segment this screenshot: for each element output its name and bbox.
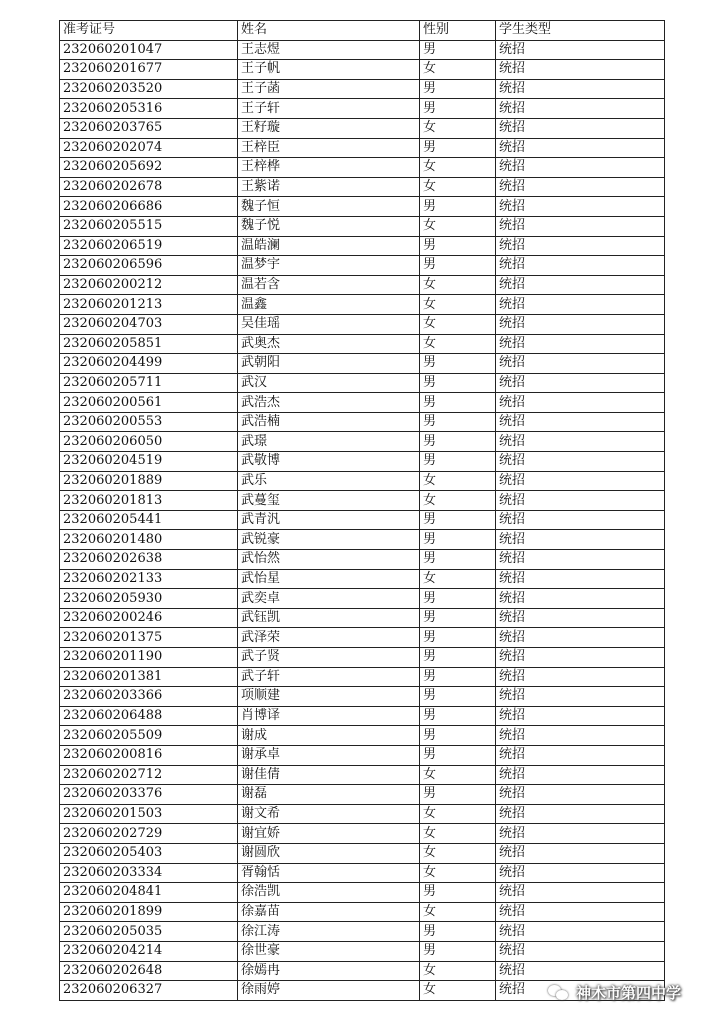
cell-exam-id: 232060202638 — [60, 550, 238, 570]
cell-exam-id: 232060205403 — [60, 843, 238, 863]
cell-gender: 男 — [420, 589, 496, 609]
cell-name: 武乐 — [238, 471, 420, 491]
cell-gender: 女 — [420, 843, 496, 863]
cell-name: 谢文希 — [238, 804, 420, 824]
cell-student-type: 统招 — [496, 471, 665, 491]
table-row — [60, 902, 665, 922]
cell-gender: 女 — [420, 961, 496, 981]
cell-exam-id: 232060205509 — [60, 726, 238, 746]
table-header-row — [60, 21, 665, 41]
cell-name: 温若含 — [238, 275, 420, 295]
wechat-icon — [548, 984, 570, 1002]
cell-exam-id: 232060205711 — [60, 373, 238, 393]
table-row — [60, 334, 665, 354]
table-row — [60, 687, 665, 707]
cell-exam-id: 232060201889 — [60, 471, 238, 491]
cell-student-type: 统招 — [496, 745, 665, 765]
cell-student-type: 统招 — [496, 550, 665, 570]
cell-exam-id: 232060201047 — [60, 40, 238, 60]
table-row — [60, 256, 665, 276]
cell-gender: 男 — [420, 373, 496, 393]
cell-student-type: 统招 — [496, 216, 665, 236]
cell-student-type: 统招 — [496, 79, 665, 99]
header-exam-id: 准考证号 — [60, 21, 238, 41]
cell-gender: 女 — [420, 118, 496, 138]
cell-student-type: 统招 — [496, 687, 665, 707]
watermark — [548, 982, 681, 1003]
cell-exam-id: 232060201503 — [60, 804, 238, 824]
cell-exam-id: 232060201375 — [60, 628, 238, 648]
cell-name: 王志煜 — [238, 40, 420, 60]
cell-student-type: 统招 — [496, 432, 665, 452]
cell-name: 王梓臣 — [238, 138, 420, 158]
cell-name: 谢佳倩 — [238, 765, 420, 785]
cell-gender: 女 — [420, 177, 496, 197]
cell-name: 武汉 — [238, 373, 420, 393]
cell-student-type: 统招 — [496, 589, 665, 609]
cell-exam-id: 232060200561 — [60, 393, 238, 413]
cell-student-type: 统招 — [496, 393, 665, 413]
cell-student-type: 统招 — [496, 197, 665, 217]
table-row — [60, 765, 665, 785]
cell-exam-id: 232060201213 — [60, 295, 238, 315]
cell-gender: 男 — [420, 530, 496, 550]
table-row — [60, 667, 665, 687]
cell-name: 王子菡 — [238, 79, 420, 99]
cell-gender: 女 — [420, 314, 496, 334]
table-row — [60, 745, 665, 765]
cell-student-type: 统招 — [496, 275, 665, 295]
cell-student-type: 统招 — [496, 314, 665, 334]
watermark-text: 神木市第四中学 — [576, 984, 682, 1002]
table-row — [60, 354, 665, 374]
cell-exam-id: 232060205441 — [60, 510, 238, 530]
cell-student-type: 统招 — [496, 158, 665, 178]
cell-gender: 男 — [420, 412, 496, 432]
cell-gender: 男 — [420, 197, 496, 217]
cell-name: 王籽璇 — [238, 118, 420, 138]
cell-exam-id: 232060202678 — [60, 177, 238, 197]
table-row — [60, 706, 665, 726]
cell-name: 温鑫 — [238, 295, 420, 315]
table-row — [60, 491, 665, 511]
cell-exam-id: 232060202648 — [60, 961, 238, 981]
cell-gender: 男 — [420, 608, 496, 628]
cell-gender: 女 — [420, 158, 496, 178]
cell-student-type: 统招 — [496, 510, 665, 530]
cell-exam-id: 232060205692 — [60, 158, 238, 178]
cell-name: 武怡星 — [238, 569, 420, 589]
cell-gender: 男 — [420, 99, 496, 119]
table-row — [60, 393, 665, 413]
cell-exam-id: 232060204841 — [60, 883, 238, 903]
header-name: 姓名 — [238, 21, 420, 41]
table-row — [60, 138, 665, 158]
cell-gender: 女 — [420, 334, 496, 354]
cell-student-type: 统招 — [496, 452, 665, 472]
cell-gender: 男 — [420, 354, 496, 374]
cell-gender: 男 — [420, 550, 496, 570]
cell-gender: 女 — [420, 824, 496, 844]
cell-student-type: 统招 — [496, 530, 665, 550]
cell-student-type: 统招 — [496, 334, 665, 354]
cell-gender: 男 — [420, 236, 496, 256]
table-row — [60, 648, 665, 668]
table-row — [60, 314, 665, 334]
table-row — [60, 628, 665, 648]
cell-exam-id: 232060206488 — [60, 706, 238, 726]
cell-exam-id: 232060205930 — [60, 589, 238, 609]
cell-student-type: 统招 — [496, 569, 665, 589]
cell-exam-id: 232060200246 — [60, 608, 238, 628]
cell-gender: 男 — [420, 40, 496, 60]
cell-student-type: 统招 — [496, 648, 665, 668]
cell-gender: 男 — [420, 745, 496, 765]
table-row — [60, 60, 665, 80]
cell-gender: 男 — [420, 79, 496, 99]
cell-student-type: 统招 — [496, 354, 665, 374]
cell-exam-id: 232060204214 — [60, 941, 238, 961]
cell-student-type: 统招 — [496, 40, 665, 60]
cell-exam-id: 232060206519 — [60, 236, 238, 256]
cell-gender: 女 — [420, 569, 496, 589]
cell-gender: 女 — [420, 981, 496, 1001]
cell-name: 武奥杰 — [238, 334, 420, 354]
cell-name: 武泽荣 — [238, 628, 420, 648]
cell-exam-id: 232060202074 — [60, 138, 238, 158]
cell-name: 武浩杰 — [238, 393, 420, 413]
cell-exam-id: 232060200212 — [60, 275, 238, 295]
cell-student-type: 统招 — [496, 961, 665, 981]
cell-exam-id: 232060206686 — [60, 197, 238, 217]
cell-exam-id: 232060201480 — [60, 530, 238, 550]
cell-exam-id: 232060201899 — [60, 902, 238, 922]
cell-student-type: 统招 — [496, 981, 665, 1001]
cell-gender: 男 — [420, 667, 496, 687]
cell-name: 魏子恒 — [238, 197, 420, 217]
table-row — [60, 177, 665, 197]
cell-name: 武蔓玺 — [238, 491, 420, 511]
table-row — [60, 569, 665, 589]
cell-gender: 女 — [420, 765, 496, 785]
table-row — [60, 452, 665, 472]
table-row — [60, 432, 665, 452]
cell-exam-id: 232060205851 — [60, 334, 238, 354]
table-row — [60, 99, 665, 119]
cell-name: 武子轩 — [238, 667, 420, 687]
table-row — [60, 961, 665, 981]
table-row — [60, 216, 665, 236]
cell-student-type: 统招 — [496, 99, 665, 119]
cell-name: 武锐豪 — [238, 530, 420, 550]
cell-gender: 女 — [420, 471, 496, 491]
cell-gender: 男 — [420, 648, 496, 668]
table-row — [60, 412, 665, 432]
cell-exam-id: 232060201190 — [60, 648, 238, 668]
table-row — [60, 941, 665, 961]
cell-exam-id: 232060200816 — [60, 745, 238, 765]
cell-name: 胥翰恬 — [238, 863, 420, 883]
cell-gender: 男 — [420, 393, 496, 413]
cell-exam-id: 232060203366 — [60, 687, 238, 707]
cell-student-type: 统招 — [496, 60, 665, 80]
cell-name: 谢圆欣 — [238, 843, 420, 863]
cell-student-type: 统招 — [496, 373, 665, 393]
cell-gender: 女 — [420, 295, 496, 315]
table-row — [60, 373, 665, 393]
table-row — [60, 843, 665, 863]
cell-exam-id: 232060201381 — [60, 667, 238, 687]
cell-student-type: 统招 — [496, 608, 665, 628]
cell-name: 武浩楠 — [238, 412, 420, 432]
cell-student-type: 统招 — [496, 765, 665, 785]
cell-exam-id: 232060203520 — [60, 79, 238, 99]
table-row — [60, 785, 665, 805]
cell-student-type: 统招 — [496, 256, 665, 276]
table-row — [60, 510, 665, 530]
cell-exam-id: 232060203334 — [60, 863, 238, 883]
cell-student-type: 统招 — [496, 863, 665, 883]
table-row — [60, 804, 665, 824]
cell-student-type: 统招 — [496, 726, 665, 746]
cell-student-type: 统招 — [496, 804, 665, 824]
cell-exam-id: 232060201813 — [60, 491, 238, 511]
cell-exam-id: 232060203765 — [60, 118, 238, 138]
cell-student-type: 统招 — [496, 824, 665, 844]
table-row — [60, 922, 665, 942]
cell-student-type: 统招 — [496, 883, 665, 903]
cell-name: 谢承卓 — [238, 745, 420, 765]
cell-gender: 女 — [420, 491, 496, 511]
header-student-type: 学生类型 — [496, 21, 665, 41]
cell-name: 武敬博 — [238, 452, 420, 472]
cell-name: 王子轩 — [238, 99, 420, 119]
cell-exam-id: 232060206327 — [60, 981, 238, 1001]
cell-name: 武青汎 — [238, 510, 420, 530]
cell-name: 温皓澜 — [238, 236, 420, 256]
cell-name: 武怡然 — [238, 550, 420, 570]
table-row — [60, 295, 665, 315]
cell-exam-id: 232060202712 — [60, 765, 238, 785]
cell-gender: 男 — [420, 726, 496, 746]
cell-exam-id: 232060205316 — [60, 99, 238, 119]
table-row — [60, 726, 665, 746]
table-row — [60, 236, 665, 256]
cell-exam-id: 232060204499 — [60, 354, 238, 374]
cell-name: 徐嘉苗 — [238, 902, 420, 922]
cell-exam-id: 232060204519 — [60, 452, 238, 472]
cell-gender: 男 — [420, 510, 496, 530]
cell-exam-id: 232060206050 — [60, 432, 238, 452]
cell-name: 王子帆 — [238, 60, 420, 80]
cell-exam-id: 232060206596 — [60, 256, 238, 276]
table-row — [60, 118, 665, 138]
cell-student-type: 统招 — [496, 667, 665, 687]
cell-gender: 男 — [420, 452, 496, 472]
cell-exam-id: 232060202729 — [60, 824, 238, 844]
table-row — [60, 471, 665, 491]
cell-name: 谢宜娇 — [238, 824, 420, 844]
cell-name: 王紫诺 — [238, 177, 420, 197]
cell-name: 武子贤 — [238, 648, 420, 668]
table-row — [60, 530, 665, 550]
student-roster-table — [59, 20, 665, 1001]
cell-gender: 男 — [420, 706, 496, 726]
cell-name: 徐嫣冉 — [238, 961, 420, 981]
table-row — [60, 883, 665, 903]
cell-student-type: 统招 — [496, 941, 665, 961]
cell-student-type: 统招 — [496, 843, 665, 863]
cell-name: 徐江涛 — [238, 922, 420, 942]
cell-gender: 女 — [420, 275, 496, 295]
cell-name: 武奕卓 — [238, 589, 420, 609]
cell-gender: 女 — [420, 216, 496, 236]
cell-gender: 女 — [420, 804, 496, 824]
cell-exam-id: 232060201677 — [60, 60, 238, 80]
cell-student-type: 统招 — [496, 412, 665, 432]
cell-student-type: 统招 — [496, 118, 665, 138]
cell-exam-id: 232060200553 — [60, 412, 238, 432]
cell-name: 项顺建 — [238, 687, 420, 707]
cell-gender: 男 — [420, 883, 496, 903]
cell-exam-id: 232060202133 — [60, 569, 238, 589]
cell-gender: 男 — [420, 941, 496, 961]
cell-gender: 男 — [420, 785, 496, 805]
cell-student-type: 统招 — [496, 295, 665, 315]
cell-student-type: 统招 — [496, 902, 665, 922]
table-row — [60, 589, 665, 609]
cell-gender: 男 — [420, 687, 496, 707]
cell-gender: 男 — [420, 256, 496, 276]
cell-exam-id: 232060205515 — [60, 216, 238, 236]
cell-gender: 男 — [420, 138, 496, 158]
cell-student-type: 统招 — [496, 628, 665, 648]
table-row — [60, 79, 665, 99]
cell-student-type: 统招 — [496, 236, 665, 256]
cell-student-type: 统招 — [496, 706, 665, 726]
cell-gender: 女 — [420, 60, 496, 80]
header-gender: 性别 — [420, 21, 496, 41]
cell-name: 武璟 — [238, 432, 420, 452]
cell-name: 魏子悦 — [238, 216, 420, 236]
table-row — [60, 550, 665, 570]
table-row — [60, 40, 665, 60]
cell-exam-id: 232060204703 — [60, 314, 238, 334]
table-row — [60, 275, 665, 295]
cell-name: 武朝阳 — [238, 354, 420, 374]
cell-student-type: 统招 — [496, 138, 665, 158]
table-row — [60, 158, 665, 178]
cell-gender: 女 — [420, 863, 496, 883]
cell-name: 谢磊 — [238, 785, 420, 805]
table-row — [60, 197, 665, 217]
cell-student-type: 统招 — [496, 785, 665, 805]
cell-student-type: 统招 — [496, 922, 665, 942]
cell-student-type: 统招 — [496, 491, 665, 511]
cell-name: 温梦宇 — [238, 256, 420, 276]
cell-name: 谢成 — [238, 726, 420, 746]
cell-gender: 女 — [420, 902, 496, 922]
cell-name: 肖博译 — [238, 706, 420, 726]
cell-name: 徐浩凯 — [238, 883, 420, 903]
cell-gender: 男 — [420, 432, 496, 452]
cell-exam-id: 232060205035 — [60, 922, 238, 942]
cell-name: 吴佳瑶 — [238, 314, 420, 334]
cell-name: 武钰凯 — [238, 608, 420, 628]
table-row — [60, 608, 665, 628]
cell-gender: 男 — [420, 922, 496, 942]
cell-name: 徐雨婷 — [238, 981, 420, 1001]
cell-student-type: 统招 — [496, 177, 665, 197]
cell-gender: 男 — [420, 628, 496, 648]
cell-exam-id: 232060203376 — [60, 785, 238, 805]
table-row — [60, 863, 665, 883]
table-row — [60, 824, 665, 844]
cell-name: 徐世豪 — [238, 941, 420, 961]
cell-name: 王梓桦 — [238, 158, 420, 178]
